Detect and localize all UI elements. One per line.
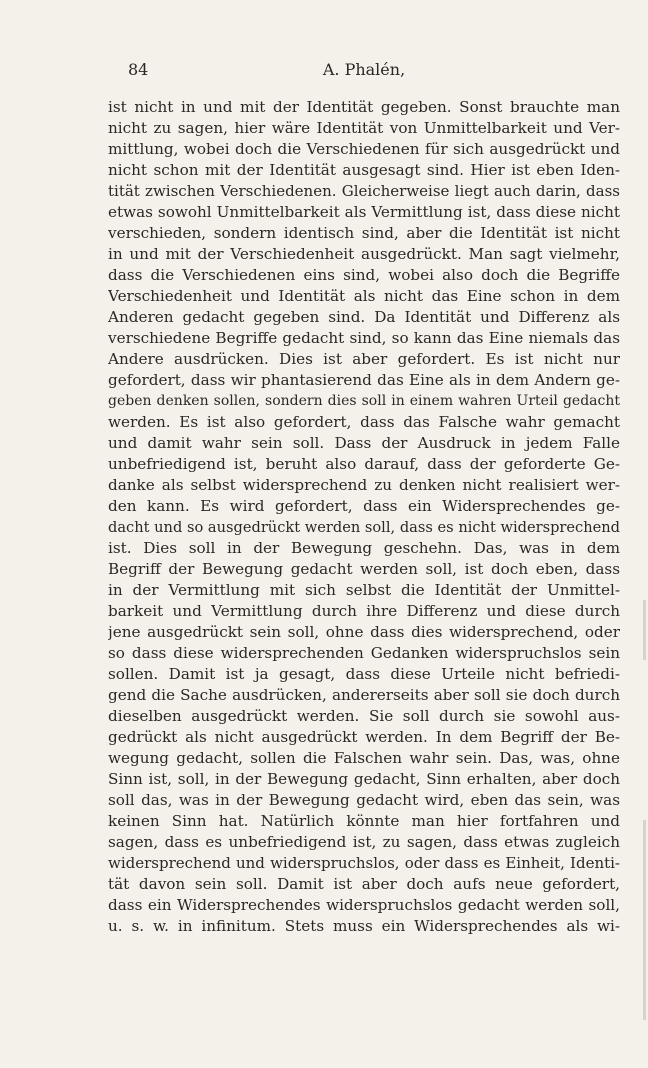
text-line: geben denken sollen, sondern dies soll in einem wahren Urteil gedacht	[108, 393, 620, 409]
text-line: etwas sowohl Unmittelbarkeit als Vermittlung ist, dass diese nicht	[108, 203, 620, 221]
text-line: verschiedene Begriffe gedacht sind, so kann das Eine niemals das	[108, 329, 620, 347]
text-line: tät davon sein soll. Damit ist aber doch aufs neue gefordert,	[108, 875, 620, 893]
text-line: verschieden, sondern identisch sind, aber die Identität ist nicht	[108, 224, 620, 242]
page-number: 84	[128, 60, 149, 79]
text-line: dass ein Widersprechendes widerspruchslos gedacht werden soll,	[108, 896, 620, 914]
text-line: sagen, dass es unbefriedigend ist, zu sagen, dass etwas zugleich	[108, 833, 620, 851]
body-text	[108, 97, 620, 937]
text-line: widersprechend und widerspruchslos, oder dass es Einheit, Identi-	[108, 854, 620, 872]
text-line: dieselben ausgedrückt werden. Sie soll durch sie sowohl aus-	[108, 707, 620, 725]
page-header	[108, 60, 620, 84]
page-edge-shadow	[643, 600, 646, 660]
text-line: den kann. Es wird gefordert, dass ein Widersprechendes ge-	[108, 497, 620, 515]
text-line: Andere ausdrücken. Dies ist aber gefordert. Es ist nicht nur	[108, 350, 620, 368]
text-line: unbefriedigend ist, beruht also darauf, dass der geforderte Ge-	[108, 455, 620, 473]
text-line: in der Vermittlung mit sich selbst die Identität der Unmittel-	[108, 581, 620, 599]
text-line: u. s. w. in infinitum. Stets muss ein Widersprechendes als wi-	[108, 917, 620, 935]
text-line: danke als selbst widersprechend zu denken nicht realisiert wer-	[108, 476, 620, 494]
text-line: wegung gedacht, sollen die Falschen wahr sein. Das, was, ohne	[108, 749, 620, 767]
text-line: Verschiedenheit und Identität als nicht das Eine schon in dem	[108, 287, 620, 305]
text-line: ist. Dies soll in der Bewegung geschehn. Das, was in dem	[108, 539, 620, 557]
text-line: und damit wahr sein soll. Dass der Ausdruck in jedem Falle	[108, 434, 620, 452]
text-line: gend die Sache ausdrücken, andererseits aber soll sie doch durch	[108, 686, 620, 704]
text-line: Anderen gedacht gegeben sind. Da Identität und Differenz als	[108, 308, 620, 326]
text-line: keinen Sinn hat. Natürlich könnte man hier fortfahren und	[108, 812, 620, 830]
text-line: gefordert, dass wir phantasierend das Eine als in dem Andern ge-	[108, 371, 620, 389]
text-line: sollen. Damit ist ja gesagt, dass diese Urteile nicht befriedi-	[108, 665, 620, 683]
text-line: Begriff der Bewegung gedacht werden soll, ist doch eben, dass	[108, 560, 620, 578]
text-line: so dass diese widersprechenden Gedanken widerspruchslos sein	[108, 644, 620, 662]
text-line: nicht zu sagen, hier wäre Identität von Unmittelbarkeit und Ver-	[108, 119, 620, 137]
text-line: Sinn ist, soll, in der Bewegung gedacht, Sinn erhalten, aber doch	[108, 770, 620, 788]
running-head: A. Phalén,	[322, 60, 406, 79]
text-line: dass die Verschiedenen eins sind, wobei also doch die Begriffe	[108, 266, 620, 284]
text-line: mittlung, wobei doch die Verschiedenen für sich ausgedrückt und	[108, 140, 620, 158]
text-line: gedrückt als nicht ausgedrückt werden. In dem Begriff der Be-	[108, 728, 620, 746]
text-line: in und mit der Verschiedenheit ausgedrückt. Man sagt vielmehr,	[108, 245, 620, 263]
text-line: ist nicht in und mit der Identität gegeben. Sonst brauchte man	[108, 98, 620, 116]
text-line: nicht schon mit der Identität ausgesagt sind. Hier ist eben Iden-	[108, 161, 620, 179]
text-line: soll das, was in der Bewegung gedacht wird, eben das sein, was	[108, 791, 620, 809]
text-line: barkeit und Vermittlung durch ihre Differenz und diese durch	[108, 602, 620, 620]
text-line: jene ausgedrückt sein soll, ohne dass dies widersprechend, oder	[108, 623, 620, 641]
page-edge-shadow	[643, 820, 646, 1020]
text-line: tität zwischen Verschiedenen. Gleicherweise liegt auch darin, dass	[108, 182, 620, 200]
text-line: dacht und so ausgedrückt werden soll, dass es nicht widersprechend	[108, 519, 620, 536]
text-line: werden. Es ist also gefordert, dass das Falsche wahr gemacht	[108, 413, 620, 431]
